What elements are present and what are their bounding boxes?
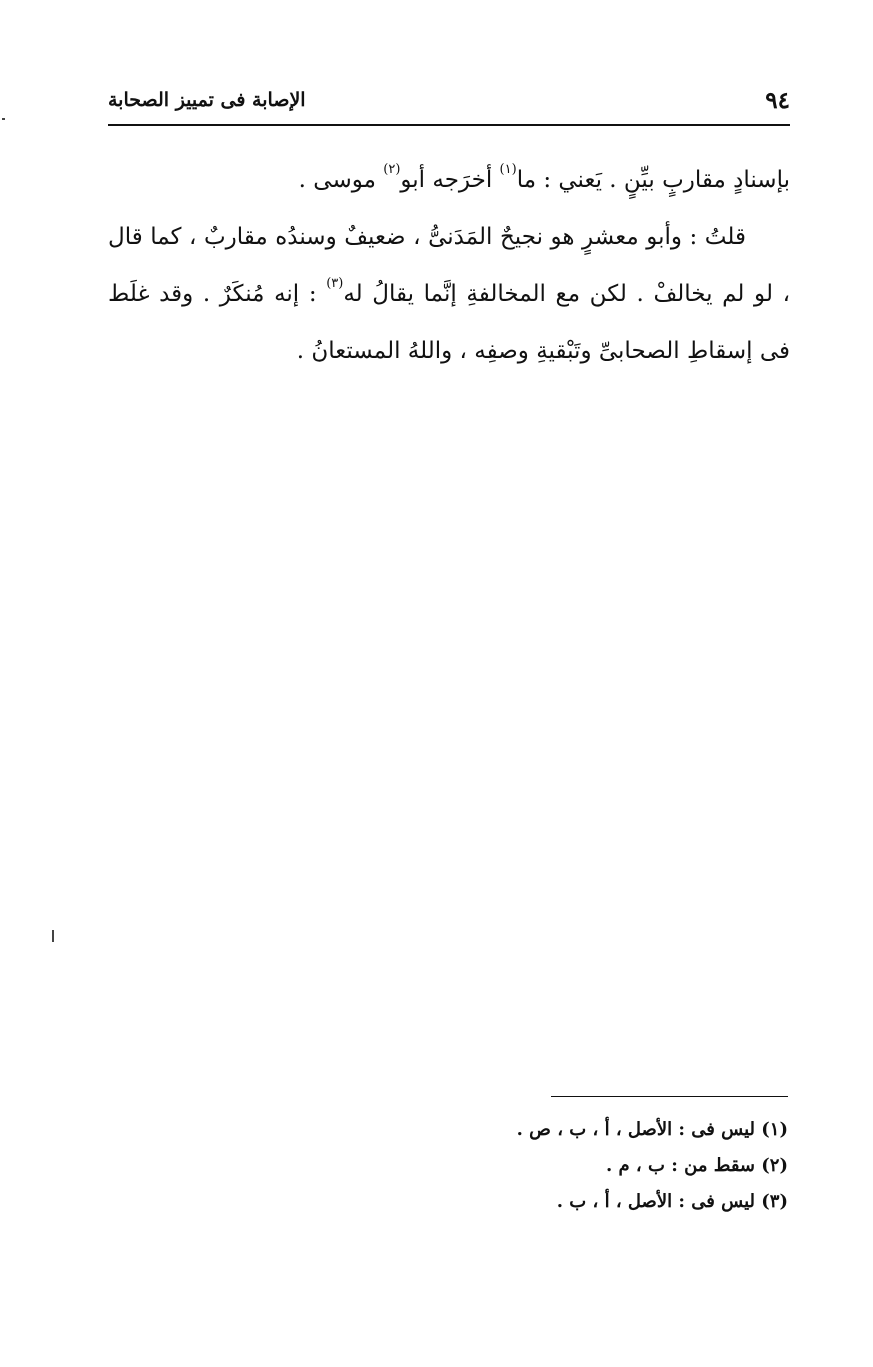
footnote-ref-2: (٢) xyxy=(383,162,401,177)
paragraph-1 xyxy=(108,152,790,209)
footnote-ref-3: (٣) xyxy=(326,276,344,291)
paragraph-2-text-a: قلتُ : وأبو معشرٍ هو نجيحٌ المَدَنىُّ ، ضعيفٌ وسندُه مقاربٌ ، كما قال ، لو لم يخالفْ . لكن مع المخالفةِ إنَّما يقالُ له xyxy=(108,224,790,307)
page-header xyxy=(108,82,790,118)
paragraph-2 xyxy=(108,209,790,380)
main-text xyxy=(108,152,790,380)
footnote-3: (٣) ليس فى : الأصل ، أ ، ب . xyxy=(556,1191,788,1212)
paragraph-2-text-b: : إنه مُنكَرٌ . وقد غلَط فى إسقاطِ الصحابىِّ وتَبْقيةِ وصفِه ، واللهُ المستعانُ . xyxy=(108,281,790,364)
footnote-1: (١) ليس فى : الأصل ، أ ، ب ، ص . xyxy=(516,1119,788,1140)
footnotes xyxy=(108,1112,788,1220)
footnote-2: (٢) سقط من : ب ، م . xyxy=(605,1155,788,1176)
page-number: ٩٤ xyxy=(765,86,790,114)
paragraph-1-text-c: موسى . xyxy=(298,167,384,193)
scan-speck xyxy=(2,118,5,120)
running-title: الإصابة فى تمييز الصحابة xyxy=(108,89,306,111)
scan-speck xyxy=(52,930,54,942)
paragraph-1-text-a: بإسنادٍ مقاربٍ بيِّنٍ . يَعني : ما xyxy=(516,167,790,193)
paragraph-1-text-b: أخرَجه أبو xyxy=(400,167,500,193)
header-rule xyxy=(108,124,790,126)
footnote-rule xyxy=(551,1096,788,1097)
footnote-ref-1: (١) xyxy=(499,162,517,177)
